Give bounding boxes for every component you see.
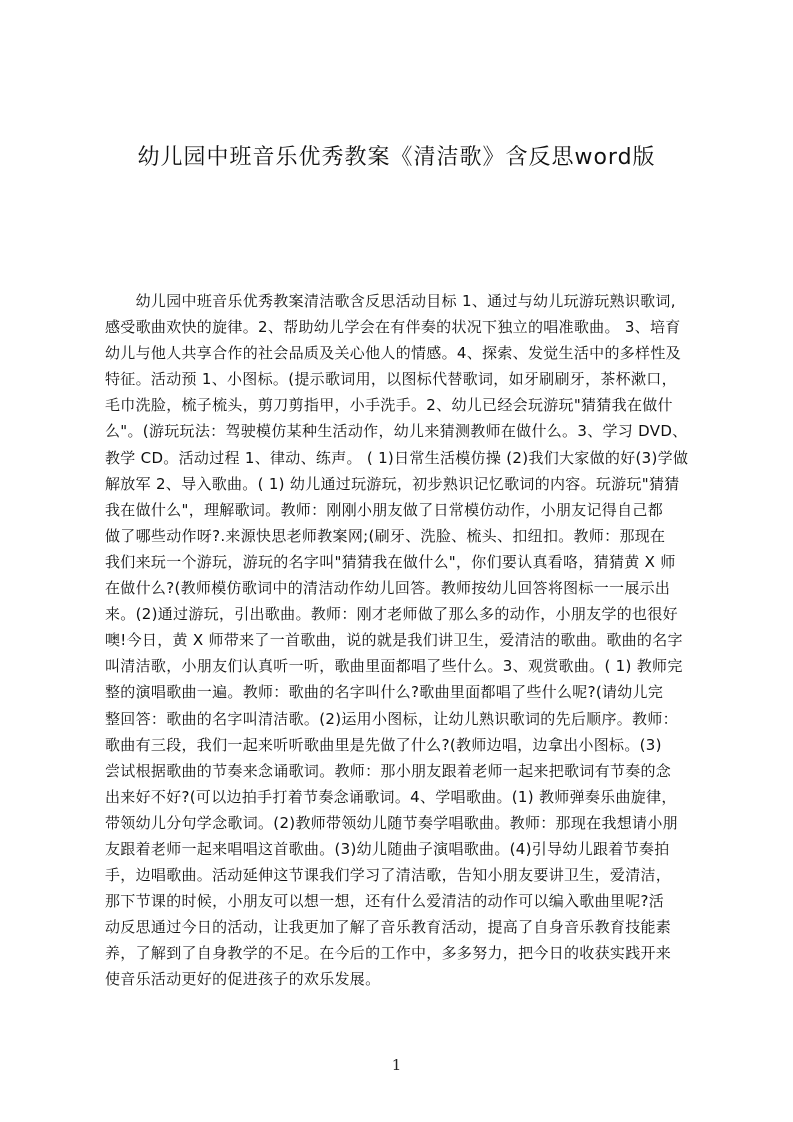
text-line: 教学 CD。活动过程 1、律动、练声。 ( 1)日常生活模仿操 (2)我们大家做的好(3)学做 xyxy=(105,448,689,467)
text-line: 来。(2)通过游玩，引出歌曲。教师：刚才老师做了那么多的动作，小朋友学的也很好 xyxy=(105,605,678,624)
text-line: 那下节课的时候，小朋友可以想一想，还有什么爱清洁的动作可以编入歌曲里呢?活 xyxy=(105,892,665,911)
text-line: 么"。(游玩玩法：驾驶模仿某种生活动作，幼儿来猜测教师在做什么。3、学习 DVD、 xyxy=(105,422,688,441)
text-line: 叫清洁歌，小朋友们认真听一听，歌曲里面都唱了些什么。3、观赏歌曲。( 1) 教师完 xyxy=(105,657,683,676)
page-title: 幼儿园中班音乐优秀教案《清洁歌》含反思word版 xyxy=(137,145,656,170)
text-line: 使音乐活动更好的促进孩子的欢乐发展。 xyxy=(105,970,381,989)
text-line: 我在做什么"，理解歌词。教师：刚刚小朋友做了日常模仿动作，小朋友记得自己都 xyxy=(105,500,664,519)
text-line: 出来好不好?(可以边拍手打着节奏念诵歌词。4、学唱歌曲。(1) 教师弹奏乐曲旋律， xyxy=(105,787,677,806)
text-line: 做了哪些动作呀?.来源快思老师教案网;(刷牙、洗脸、梳头、扣纽扣。教师：那现在 xyxy=(105,526,666,545)
text-line: 整的演唱歌曲一遍。教师：歌曲的名字叫什么?歌曲里面都唱了些什么呢?(请幼儿完 xyxy=(105,683,664,702)
text-line: 手，边唱歌曲。活动延伸这节课我们学习了清洁歌，告知小朋友要讲卫生，爱清洁， xyxy=(105,866,672,885)
text-line: 毛巾洗脸，梳子梳头，剪刀剪指甲，小手洗手。2、幼儿已经会玩游玩"猜猜我在做什 xyxy=(105,396,673,415)
page-number: 1 xyxy=(391,1056,402,1074)
text-line: 幼儿与他人共享合作的社会品质及关心他人的情感。4、探索、发觉生活中的多样性及 xyxy=(105,344,681,363)
text-line: 感受歌曲欢快的旋律。2、帮助幼儿学会在有伴奏的状况下独立的唱准歌曲。 3、培育 xyxy=(105,318,681,337)
text-line: 歌曲有三段，我们一起来听听歌曲里是先做了什么?(教师边唱，边拿出小图标。(3) xyxy=(105,735,662,754)
text-line: 我们来玩一个游玩，游玩的名字叫"猜猜我在做什么"，你们要认真看咯，猜猜黄 X 师 xyxy=(105,552,676,571)
text-line: 噢!今日，黄 X 师带来了一首歌曲，说的就是我们讲卫生，爱清洁的歌曲。歌曲的名字 xyxy=(105,631,683,650)
body-text xyxy=(105,288,697,993)
text-line: 养，了解到了自身教学的不足。在今后的工作中，多多努力，把今日的收获实践开来 xyxy=(105,944,672,963)
text-line: 友跟着老师一起来唱唱这首歌曲。(3)幼儿随曲子演唱歌曲。(4)引导幼儿跟着节奏拍 xyxy=(105,839,670,858)
text-line: 带领幼儿分句学念歌词。(2)教师带领幼儿随节奏学唱歌曲。教师：那现在我想请小朋 xyxy=(105,813,678,832)
text-line: 在做什么?(教师模仿歌词中的清洁动作幼儿回答。教师按幼儿回答将图标一一展示出 xyxy=(105,579,671,598)
text-line: 尝试根据歌曲的节奏来念诵歌词。教师：那小朋友跟着老师一起来把歌词有节奏的念 xyxy=(105,761,672,780)
text-line: 特征。活动预 1、小图标。(提示歌词用，以图标代替歌词，如牙刷刷牙，茶杯漱口， xyxy=(105,370,677,389)
text-line: 解放军 2、导入歌曲。( 1) 幼儿通过玩游玩，初步熟识记忆歌词的内容。玩游玩"猜猜 xyxy=(105,474,680,493)
text-line: 整回答：歌曲的名字叫清洁歌。(2)运用小图标，让幼儿熟识歌词的先后顺序。教师： xyxy=(105,709,678,728)
text-line: 幼儿园中班音乐优秀教案清洁歌含反思活动目标 1、通过与幼儿玩游玩熟识歌词, xyxy=(105,292,676,310)
text-line: 动反思通过今日的活动，让我更加了解了音乐教育活动，提高了自身音乐教育技能素 xyxy=(105,918,672,937)
